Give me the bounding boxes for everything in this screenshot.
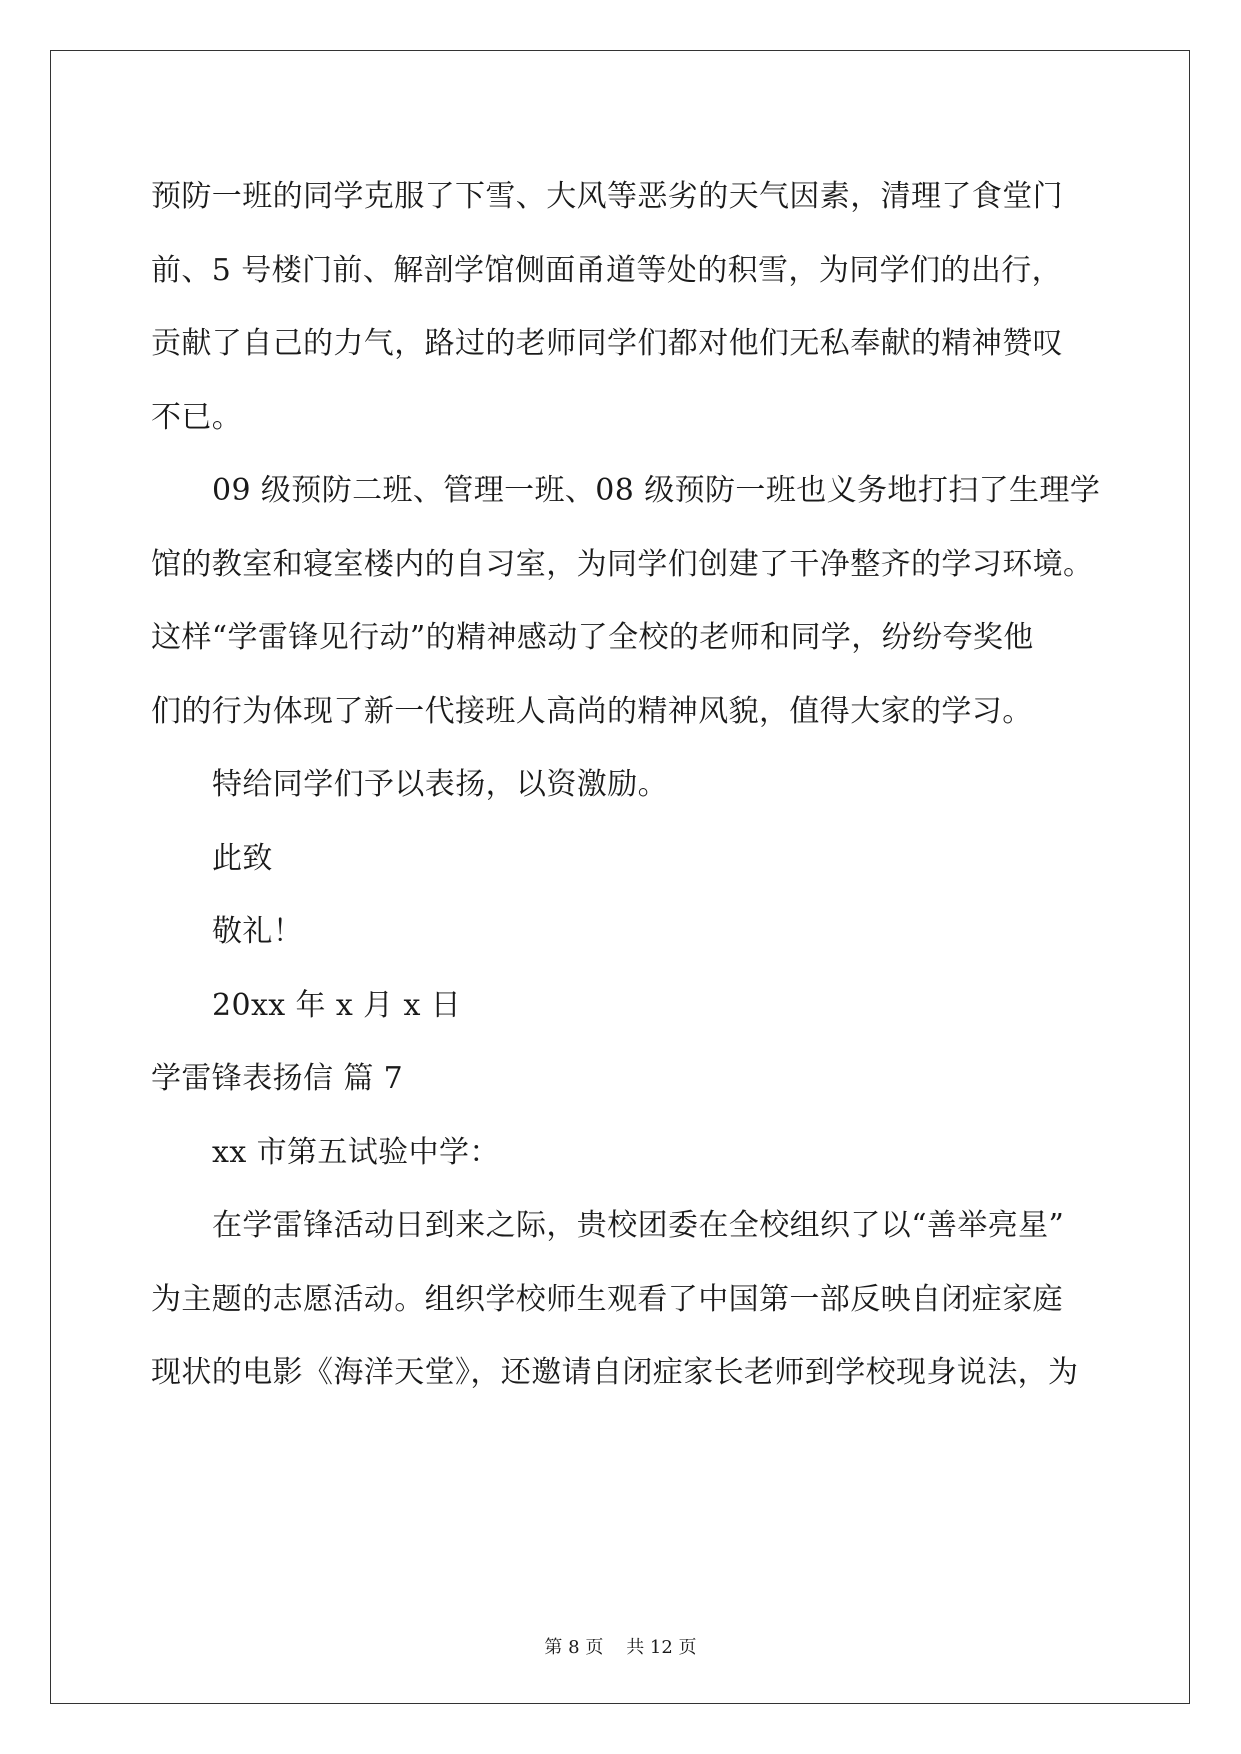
text-line: 在学雷锋活动日到来之际，贵校团委在全校组织了以“善举亮星” bbox=[212, 1208, 1065, 1243]
salutation-line: 此致 bbox=[212, 840, 273, 876]
text-line: 们的行为体现了新一代接班人高尚的精神风貌，值得大家的学习。 bbox=[151, 693, 1033, 729]
text-line: 特给同学们予以表扬，以资激励。 bbox=[212, 767, 668, 802]
text-line: 为主题的志愿活动。组织学校师生观看了中国第一部反映自闭症家庭 bbox=[151, 1281, 1063, 1317]
document-body bbox=[151, 160, 1101, 1410]
page-number: 第 8 页 共 12 页 bbox=[544, 1637, 697, 1658]
text-line: 前、5 号楼门前、解剖学馆侧面甬道等处的积雪，为同学们的出行， bbox=[151, 252, 1063, 288]
text-line: 预防一班的同学克服了下雪、大风等恶劣的天气因素，清理了食堂门 bbox=[151, 179, 1063, 214]
text-line: 馆的教室和寝室楼内的自习室，为同学们创建了干净整齐的学习环境。 bbox=[151, 546, 1094, 582]
text-line: 现状的电影《海洋天堂》，还邀请自闭症家长老师到学校现身说法，为 bbox=[151, 1355, 1079, 1390]
text-line: 贡献了自己的力气，路过的老师同学们都对他们无私奉献的精神赞叹 bbox=[151, 326, 1063, 361]
date-line: 20xx 年 x 月 x 日 bbox=[212, 987, 462, 1023]
page-footer bbox=[0, 1636, 1241, 1660]
text-line: 09 级预防二班、管理一班、08 级预防一班也义务地打扫了生理学 bbox=[212, 473, 1101, 508]
salutation-line: 敬礼！ bbox=[212, 914, 304, 949]
text-line: 这样“学雷锋见行动”的精神感动了全校的老师和同学，纷纷夸奖他 bbox=[151, 620, 1034, 655]
text-line: 不已。 bbox=[151, 399, 243, 435]
section-heading: 学雷锋表扬信 篇 7 bbox=[151, 1061, 404, 1096]
recipient-line: xx 市第五试验中学： bbox=[212, 1134, 500, 1170]
